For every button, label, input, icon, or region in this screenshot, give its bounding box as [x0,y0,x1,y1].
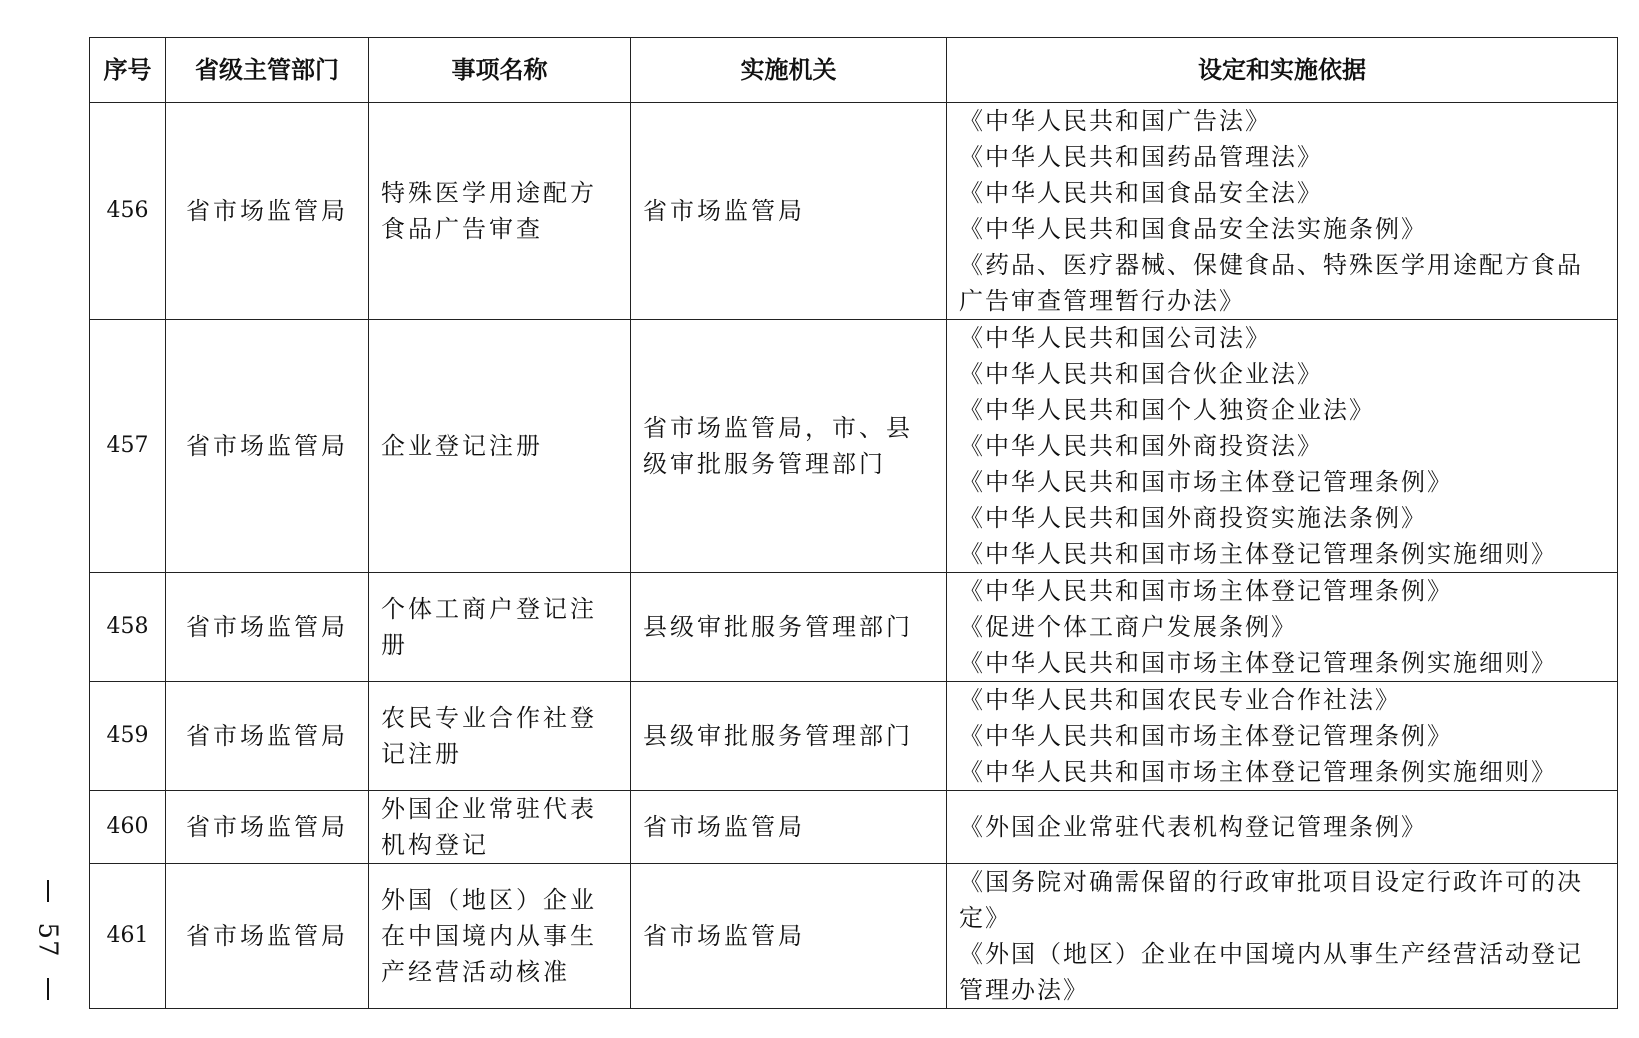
table-header-row [90,38,1618,103]
row-item-name: 外国企业常驻代表机构登记 [369,791,631,864]
table-row [90,791,1618,864]
row-agency: 省市场监管局 [631,791,947,864]
row-department: 省市场监管局 [166,103,369,320]
basis-line: 《国务院对确需保留的行政审批项目设定行政许可的决定》 [959,868,1583,932]
basis-line: 《中华人民共和国合伙企业法》 [959,360,1323,388]
basis-line: 《中华人民共和国市场主体登记管理条例实施细则》 [959,540,1557,568]
row-item-name: 个体工商户登记注册 [369,573,631,682]
row-item-name: 企业登记注册 [369,320,631,573]
row-agency: 省市场监管局，市、县级审批服务管理部门 [631,320,947,573]
row-serial: 459 [90,682,166,791]
basis-line: 《中华人民共和国市场主体登记管理条例》 [959,468,1453,496]
basis-line: 《中华人民共和国公司法》 [959,324,1271,352]
row-department: 省市场监管局 [166,320,369,573]
page-number-dash-bottom [47,978,49,1000]
approval-items-table [89,37,1618,1009]
table-row [90,864,1618,1009]
row-legal-basis [947,682,1618,791]
row-item-name: 农民专业合作社登记注册 [369,682,631,791]
row-agency: 县级审批服务管理部门 [631,682,947,791]
row-department: 省市场监管局 [166,791,369,864]
basis-line: 《药品、医疗器械、保健食品、特殊医学用途配方食品广告审查管理暂行办法》 [959,251,1583,315]
row-serial: 456 [90,103,166,320]
header-legal-basis: 设定和实施依据 [947,38,1618,103]
basis-line: 《中华人民共和国市场主体登记管理条例》 [959,577,1453,605]
page-number-dash-top [47,880,49,902]
row-serial: 458 [90,573,166,682]
row-agency: 省市场监管局 [631,864,947,1009]
row-legal-basis [947,573,1618,682]
row-legal-basis [947,864,1618,1009]
basis-line: 《外国企业常驻代表机构登记管理条例》 [959,813,1427,841]
page-number-value: 57 [33,922,63,958]
row-department: 省市场监管局 [166,573,369,682]
basis-line: 《中华人民共和国市场主体登记管理条例实施细则》 [959,758,1557,786]
table-row [90,682,1618,791]
row-item-name: 特殊医学用途配方食品广告审查 [369,103,631,320]
basis-line: 《促进个体工商户发展条例》 [959,613,1297,641]
row-department: 省市场监管局 [166,682,369,791]
row-department: 省市场监管局 [166,864,369,1009]
basis-line: 《中华人民共和国药品管理法》 [959,143,1323,171]
row-serial: 460 [90,791,166,864]
header-serial: 序号 [90,38,166,103]
table-row [90,320,1618,573]
row-serial: 461 [90,864,166,1009]
basis-line: 《中华人民共和国广告法》 [959,107,1271,135]
row-item-name: 外国（地区）企业在中国境内从事生产经营活动核准 [369,864,631,1009]
table-row [90,103,1618,320]
basis-line: 《中华人民共和国市场主体登记管理条例》 [959,722,1453,750]
row-legal-basis [947,103,1618,320]
row-legal-basis [947,791,1618,864]
basis-line: 《中华人民共和国外商投资实施法条例》 [959,504,1427,532]
header-department: 省级主管部门 [166,38,369,103]
header-item-name: 事项名称 [369,38,631,103]
basis-line: 《中华人民共和国外商投资法》 [959,432,1323,460]
basis-line: 《中华人民共和国农民专业合作社法》 [959,686,1401,714]
basis-line: 《中华人民共和国食品安全法》 [959,179,1323,207]
table-row [90,573,1618,682]
basis-line: 《中华人民共和国食品安全法实施条例》 [959,215,1427,243]
row-agency: 县级审批服务管理部门 [631,573,947,682]
page-number [28,880,68,1000]
row-agency: 省市场监管局 [631,103,947,320]
header-implementing-agency: 实施机关 [631,38,947,103]
basis-line: 《外国（地区）企业在中国境内从事生产经营活动登记管理办法》 [959,940,1583,1004]
row-legal-basis [947,320,1618,573]
row-serial: 457 [90,320,166,573]
basis-line: 《中华人民共和国市场主体登记管理条例实施细则》 [959,649,1557,677]
basis-line: 《中华人民共和国个人独资企业法》 [959,396,1375,424]
